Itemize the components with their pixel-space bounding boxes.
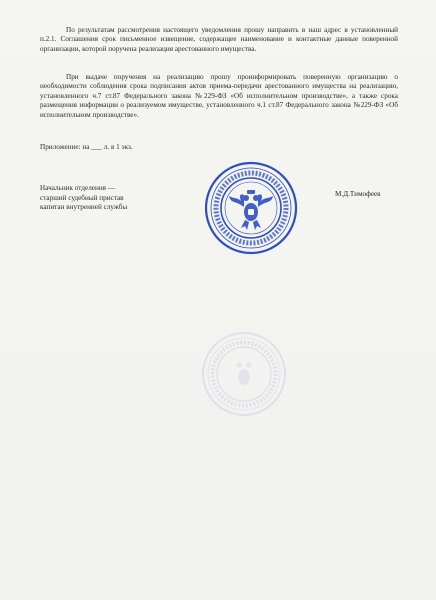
official-stamp-icon — [203, 160, 299, 256]
stamp-bleed-through-icon — [200, 330, 288, 418]
signatory-title-line: Начальник отделения — — [40, 184, 115, 192]
signatory-title — [40, 184, 127, 213]
paragraph-request-notice: По результатам рассмотрения настоящего уведомления прошу направить в наш адрес в установленный п.2.1. Соглашения срок письменное извещение, содержащее наименование и контактные данные поверенной организации, которой поручена реализация арестованного имущества. — [40, 26, 398, 53]
signatory-title-line: старший судебный пристав — [40, 193, 124, 202]
signatory-name: М.Д.Тимофеев — [335, 190, 381, 198]
signatory-title-line: капитан внутренней службы — [40, 203, 128, 212]
attachment-line: Приложение: на ___ л. в 1 экз. — [40, 143, 133, 151]
paragraph-realization-instruction: При выдаче поручения на реализацию прошу проинформировать поверенную организацию о необходимости соблюдения срока подписания актов приема-передачи арестованного имущества на реализацию, установленного ч.7 ст.87 Федерального закона №229-ФЗ «Об исполнительном производстве», а также срока размещения информации о реализуемом имуществе, установленного ч.1 ст.87 Федерального закона №229-ФЗ «Об исполнительном производстве». — [40, 73, 398, 119]
